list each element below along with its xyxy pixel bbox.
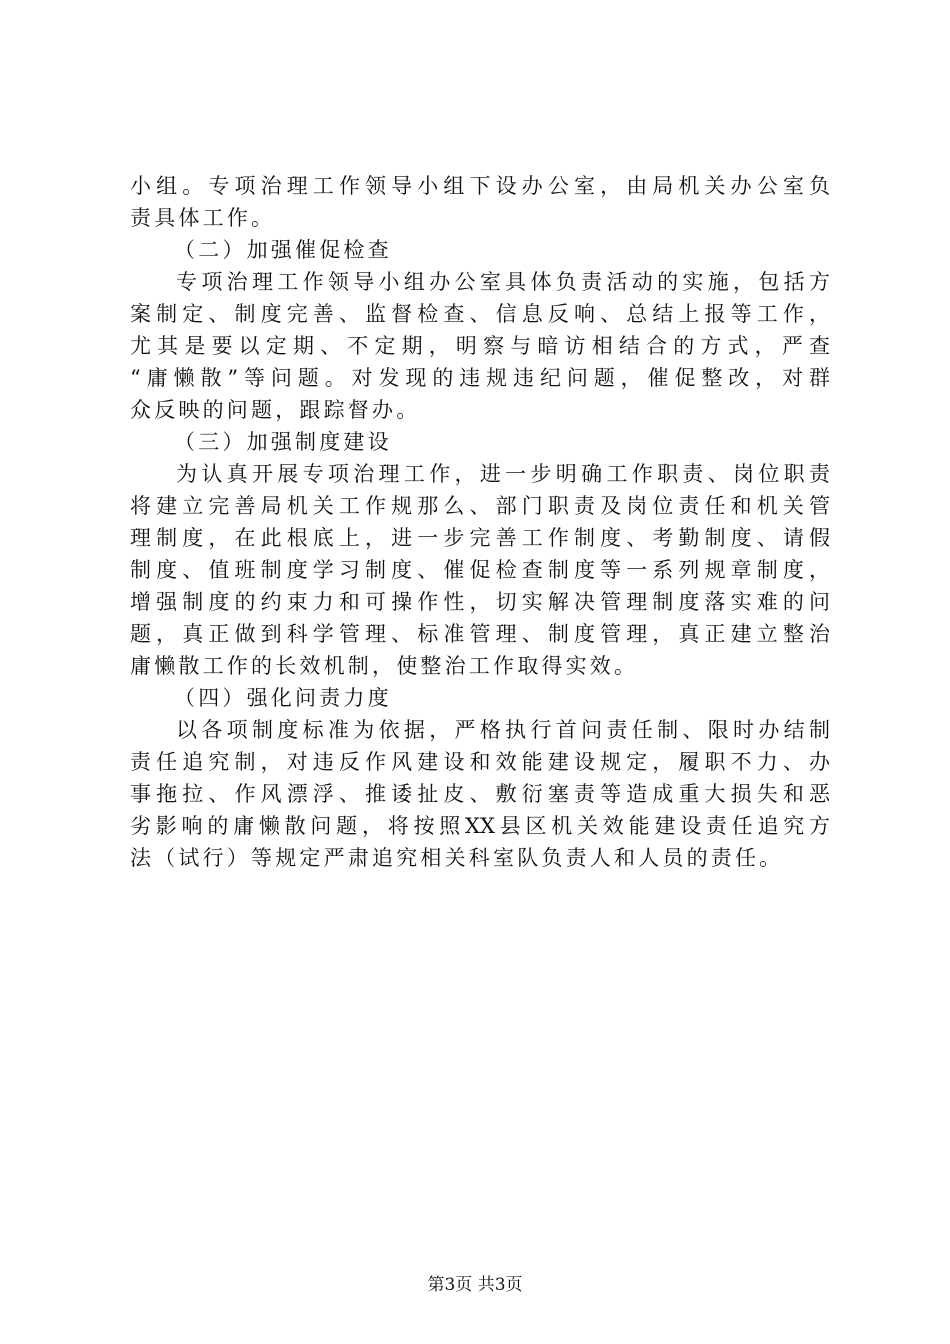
body-line: 尤其是要以定期、不定期，明察与暗访相结合的方式，严查 (130, 334, 830, 358)
section-heading: （四）强化问责力度 (174, 686, 392, 710)
document-body (130, 170, 830, 874)
body-line: 责任追究制，对违反作风建设和效能建设规定，履职不力、办 (130, 750, 830, 774)
body-line: 小组。专项治理工作领导小组下设办公室，由局机关办公室负 (130, 174, 830, 198)
body-line: 责具体工作。 (130, 206, 276, 230)
body-line: 理制度，在此根底上，进一步完善工作制度、考勤制度、请假 (130, 526, 830, 550)
body-line: 众反映的问题，跟踪督办。 (130, 398, 421, 422)
section-heading: （二）加强催促检查 (174, 238, 392, 262)
body-line: 法（试行）等规定严肃追究相关科室队负责人和人员的责任。 (130, 846, 784, 870)
body-line: 以各项制度标准为依据，严格执行首问责任制、限时办结制 (176, 718, 830, 742)
body-line: “庸懒散”等问题。对发现的违规违纪问题，催促整改，对群 (130, 366, 830, 390)
body-line: 为认真开展专项治理工作，进一步明确工作职责、岗位职责 (176, 462, 830, 486)
body-line: 增强制度的约束力和可操作性，切实解决管理制度落实难的问 (130, 590, 830, 614)
body-line: 庸懒散工作的长效机制，使整治工作取得实效。 (130, 654, 639, 678)
body-line: 制度、值班制度学习制度、催促检查制度等一系列规章制度， (130, 558, 830, 582)
body-line: 将建立完善局机关工作规那么、部门职责及岗位责任和机关管 (130, 494, 830, 518)
body-line: 题，真正做到科学管理、标准管理、制度管理，真正建立整治 (130, 622, 830, 646)
section-heading: （三）加强制度建设 (174, 430, 392, 454)
body-line: 事拖拉、作风漂浮、推诿扯皮、敷衍塞责等造成重大损失和恶 (130, 782, 830, 806)
body-line: 案制定、制度完善、监督检查、信息反响、总结上报等工作， (130, 302, 830, 326)
body-line: 劣影响的庸懒散问题，将按照XX县区机关效能建设责任追究方 (130, 814, 830, 838)
page-number-footer: 第3页 共3页 (427, 1275, 523, 1295)
body-line: 专项治理工作领导小组办公室具体负责活动的实施，包括方 (176, 270, 830, 294)
